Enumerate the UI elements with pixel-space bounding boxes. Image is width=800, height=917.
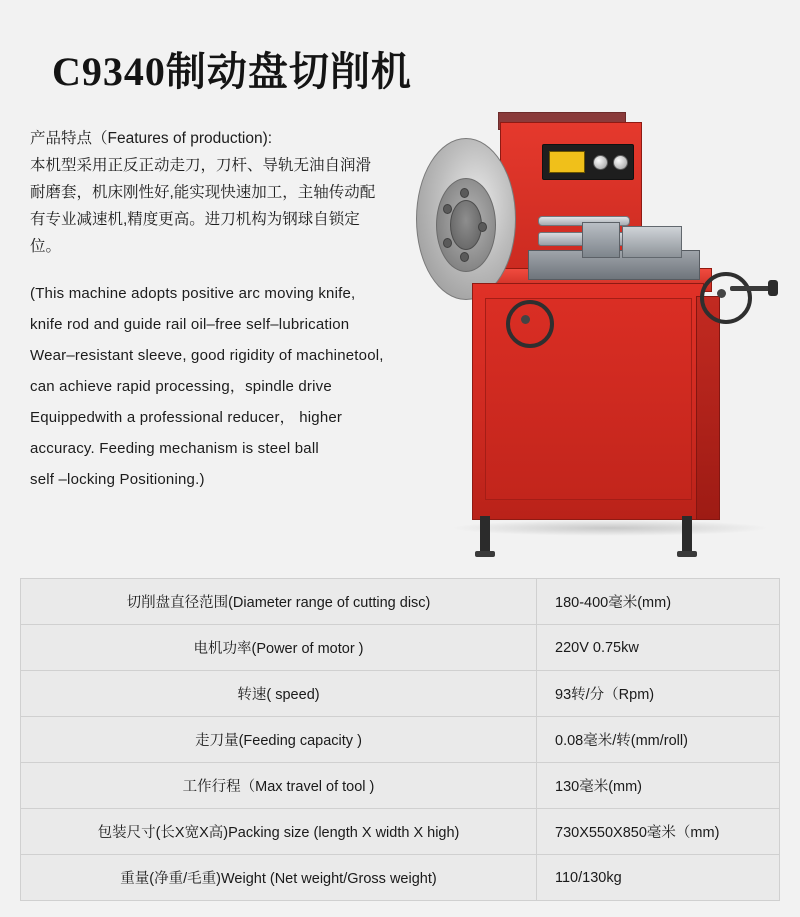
specifications-table <box>20 578 780 901</box>
features-en-line: accuracy. Feeding mechanism is steel ball <box>30 440 319 457</box>
disc-bolt-icon <box>460 188 469 198</box>
machine-side-panel <box>696 296 720 520</box>
features-english <box>30 278 430 495</box>
handwheel-front <box>506 300 554 348</box>
spec-value: 93转/分（Rpm) <box>537 671 780 717</box>
disc-bolt-icon <box>443 238 452 248</box>
spec-label: 切削盘直径范围(Diameter range of cutting disc) <box>21 579 537 625</box>
features-en-line: Wear–resistant sleeve, good rigidity of machinetool, <box>30 347 384 364</box>
machine-shadow <box>450 520 770 536</box>
control-knob-icon <box>613 155 628 170</box>
features-en-line: (This machine adopts positive arc moving knife, <box>30 285 356 302</box>
handwheel-side <box>700 272 752 324</box>
table-row <box>21 809 780 855</box>
features-en-line: knife rod and guide rail oil–free self–lubrication <box>30 316 350 333</box>
spec-value: 110/130kg <box>537 855 780 901</box>
spec-label: 转速( speed) <box>21 671 537 717</box>
tool-slide-block <box>622 226 682 258</box>
control-knob-icon <box>593 155 608 170</box>
handwheel-hub <box>521 315 530 324</box>
page-title: C9340制动盘切削机 <box>52 49 412 94</box>
spec-label: 工作行程（Max travel of tool ) <box>21 763 537 809</box>
spec-label: 走刀量(Feeding capacity ) <box>21 717 537 763</box>
disc-bolt-icon <box>443 204 452 214</box>
spec-value: 180-400毫米(mm) <box>537 579 780 625</box>
disc-bolt-icon <box>478 222 487 232</box>
control-panel <box>542 144 634 180</box>
tool-holder <box>582 222 620 258</box>
spec-value: 0.08毫米/转(mm/roll) <box>537 717 780 763</box>
machine-foot <box>475 551 495 557</box>
features-en-line: self –locking Positioning.) <box>30 471 205 488</box>
table-row <box>21 579 780 625</box>
table-row <box>21 855 780 901</box>
handwheel-hub <box>717 289 726 298</box>
features-en-line: Equippedwith a professional reducer， higher <box>30 409 343 426</box>
features-chinese <box>30 125 430 260</box>
digital-display <box>549 151 585 173</box>
features-cn-line: 本机型采用正反正动走刀，刀杆、导轨无油自润滑 <box>30 157 372 174</box>
spec-label: 电机功率(Power of motor ) <box>21 625 537 671</box>
disc-bolt-icon <box>460 252 469 262</box>
spec-value: 220V 0.75kw <box>537 625 780 671</box>
features-en-line: can achieve rapid processing，spindle drive <box>30 378 332 395</box>
features-cn-line: 耐磨套，机床刚性好,能实现快速加工，主轴传动配 <box>30 184 376 201</box>
spec-label: 包装尺寸(长X宽X高)Packing size (length X width X high) <box>21 809 537 855</box>
feed-handle-knob <box>768 280 778 296</box>
features-block <box>30 125 430 495</box>
features-heading-cn: 产品特点（Features of production): <box>30 130 273 147</box>
machine-leg <box>682 516 692 554</box>
machine-photo <box>410 100 790 550</box>
table-row <box>21 717 780 763</box>
spec-label: 重量(净重/毛重)Weight (Net weight/Gross weight) <box>21 855 537 901</box>
machine-foot <box>677 551 697 557</box>
spec-value: 130毫米(mm) <box>537 763 780 809</box>
spec-value: 730X550X850毫米（mm) <box>537 809 780 855</box>
features-cn-line: 位。 <box>30 238 62 255</box>
machine-leg <box>480 516 490 554</box>
table-row <box>21 671 780 717</box>
table-row <box>21 763 780 809</box>
table-row <box>21 625 780 671</box>
features-cn-line: 有专业减速机,精度更高。进刀机构为钢球自锁定 <box>30 211 360 228</box>
